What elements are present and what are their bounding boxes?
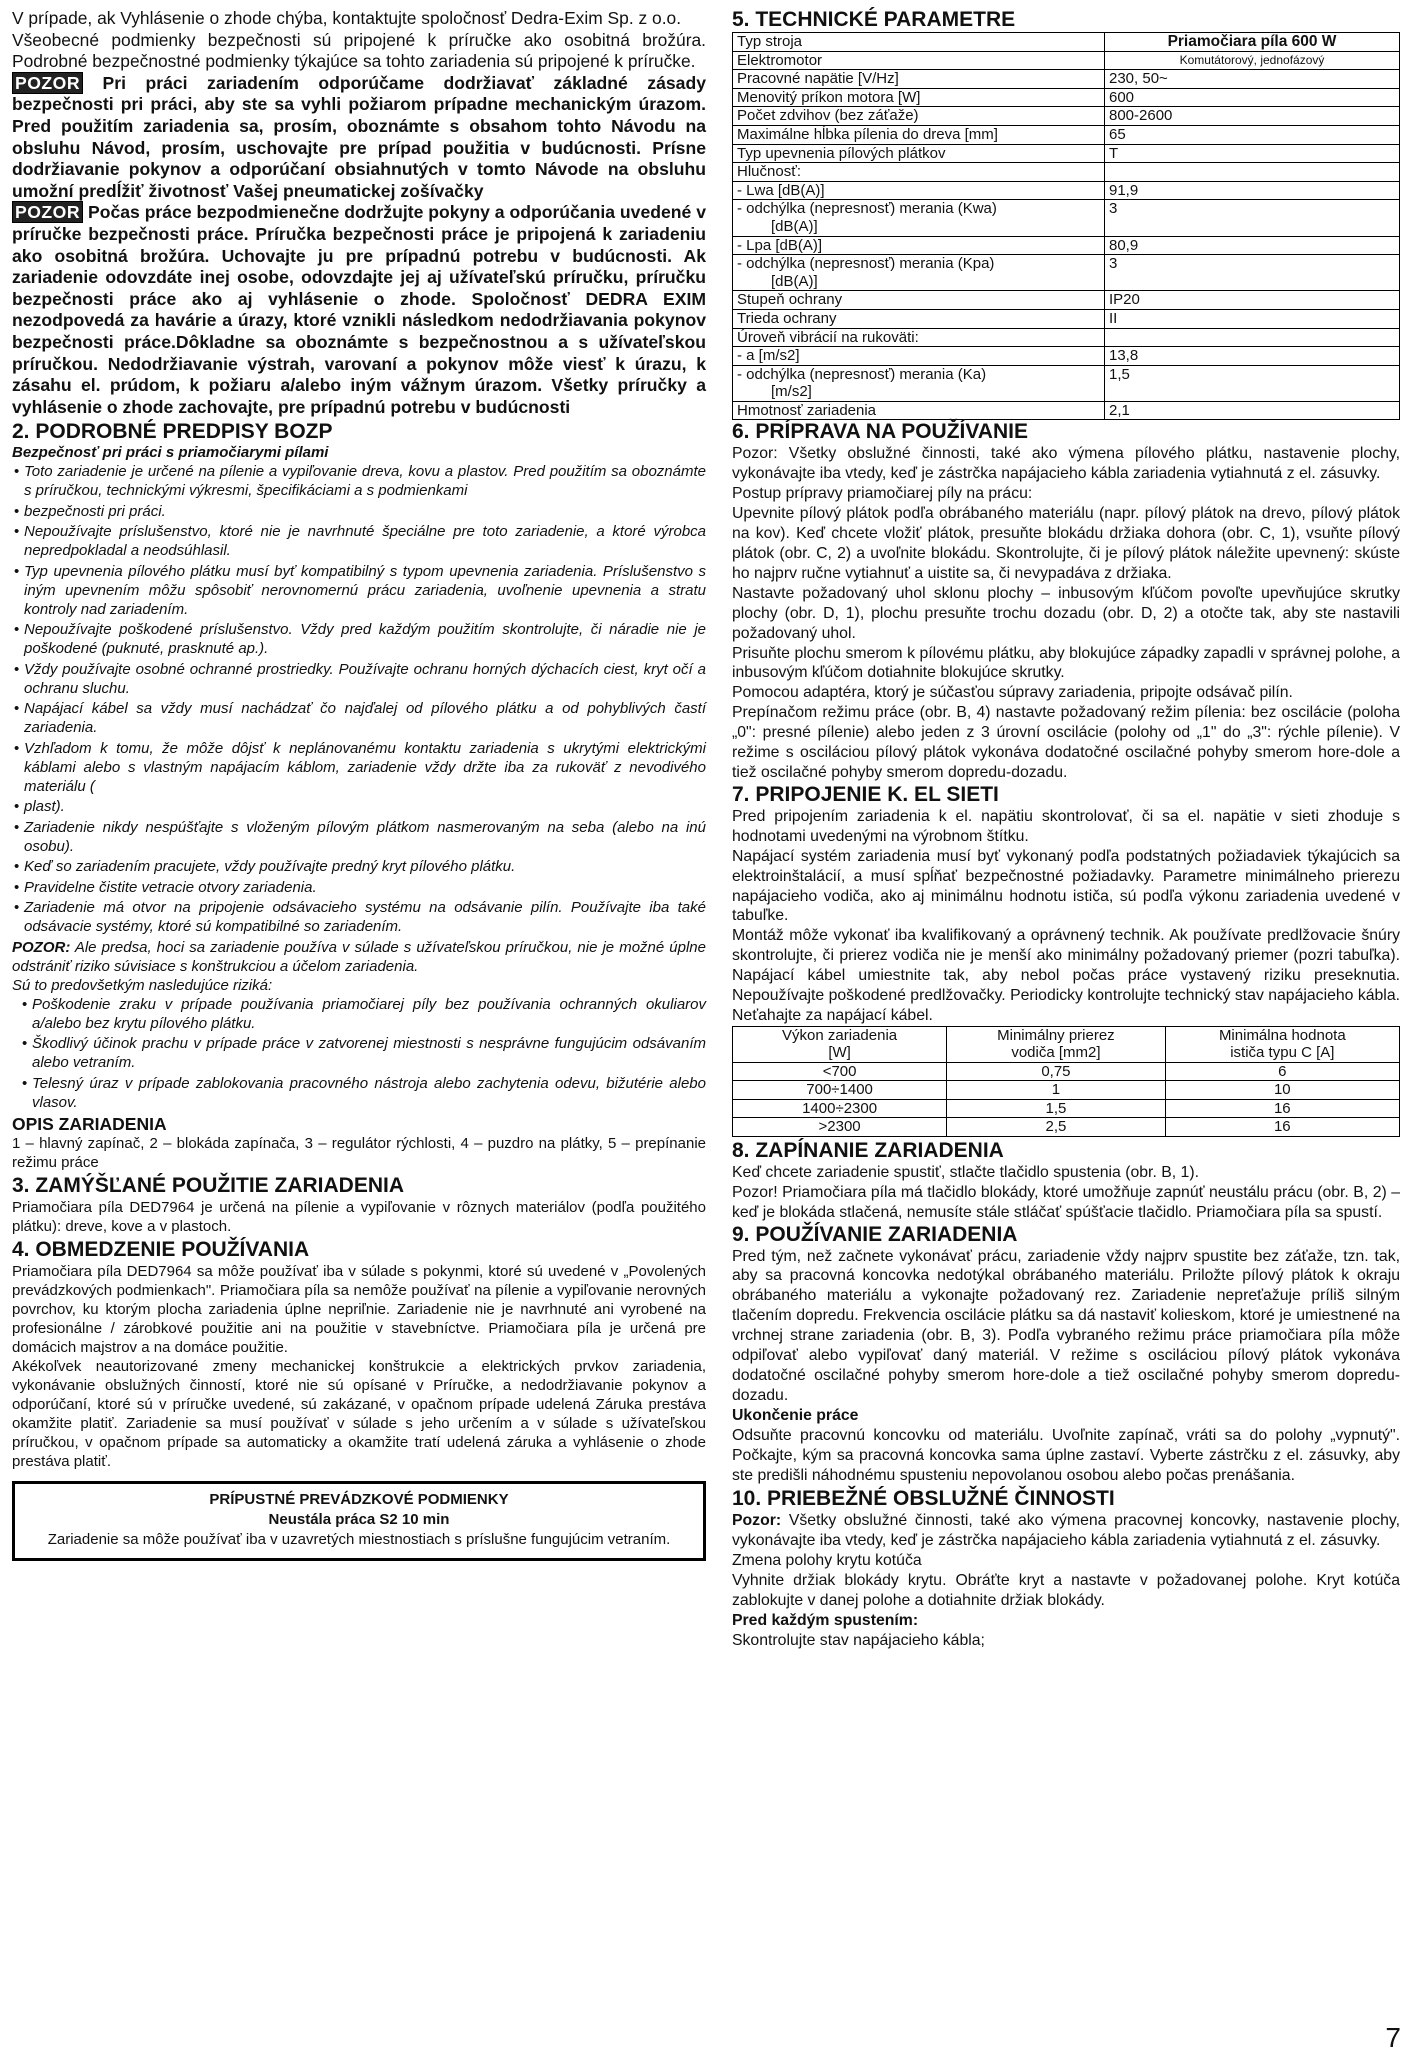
- spec-row: [733, 51, 1400, 70]
- section-10-p2: Zmena polohy krytu kotúča: [732, 1552, 922, 1570]
- section-10-title: 10. PRIEBEŽNÉ OBSLUŽNÉ ČINNOSTI: [732, 1487, 1115, 1511]
- section-8-body: [732, 1163, 1400, 1223]
- spec-label: [733, 33, 1105, 52]
- spec-label-text: - Lpa [dB(A)]: [737, 236, 823, 254]
- spec-label-text: - Lwa [dB(A)]: [737, 181, 825, 199]
- section-6-paragraph: Pomocou adaptéra, ktorý je súčasťou súpravy zariadenia, pripojte odsávač pilín.: [732, 684, 1293, 702]
- spec-value: 13,8: [1105, 347, 1400, 366]
- spec-value: [1105, 163, 1400, 182]
- pozor-badge: POZOR: [12, 72, 83, 94]
- warning-2: [12, 202, 706, 418]
- section-7-title: 7. PRIPOJENIE K. EL SIETI: [732, 782, 999, 806]
- section-8-paragraph: Pozor! Priamočiara píla má tlačidlo blokády, ktoré umožňuje zapnúť neustálu prácu (obr. B, 2) – keď je blokáda stlačená, nemusíte stále stláčať spúšťacie tlačidlo. Priamočiara píla sa spustí.: [732, 1183, 1400, 1221]
- cable-header-line: vodiča [mm2]: [1011, 1044, 1101, 1062]
- section-6-paragraph: Postup prípravy priamočiarej píly na prácu:: [732, 485, 1033, 503]
- spec-label-unit: [m/s2]: [771, 383, 812, 401]
- cable-cell: 1400÷2300: [733, 1099, 947, 1118]
- section-2-subtitle: Bezpečnosť pri práci s priamočiarymi pílami: [12, 444, 329, 462]
- section-9-p1: Pred tým, než začnete vykonávať prácu, zariadenie vždy najprv spustite bez záťaže, tzn. tak, aby sa pracovná koncovka nedotýkal obrábaného materiálu. Priložte pílový plátok k okraju obrábaného materiálu a vykonajte požadovaný rez. Zariadenie nepreťažuje príliš silným tlačením dopredu. Frekvencia oscilácie plátku sa dá nastaviť kolieskom, ktoré je umiestnené na vrchnej strane zariadenia (obr. B, 3). Podľa vybraného režimu práce priamočiara píla môže odpiľovať alebo vypiľovať daný materiál. V režime s osciláciou pílový plátok vykonáva dodatočné oscilačné pohyby smerom hore-dole a tiež oscilačné pohyby smerom dopredu-dozadu.: [732, 1247, 1400, 1404]
- spec-value: 800-2600: [1105, 107, 1400, 126]
- safety-rule-item: • Zariadenie nikdy nespúšťajte s vloženým pílovým plátkom nasmerovaným na seba (alebo na inú osobu).: [12, 818, 706, 856]
- section-4-p2: Akékoľvek neautorizované zmeny mechanickej konštrukcie a elektrických prvkov zariadenia, vykonávanie obslužných činností, ktoré nie sú opísané v Príručke, a nedodržiavanie pokynov a odporúčaní, ktoré sú v príručke uvedené, sú zakázané, v opačnom prípade udelená Záruka prestáva okamžite platiť. Zariadenie sa musí používať v súlade s jeho určením a v súlade s užívateľskou príručkou, v opačnom prípade sa automaticky a okamžite tratí udelená záruka a vyhlásenie o zhode prestáva platiť.: [12, 1357, 706, 1470]
- spec-row: [733, 255, 1400, 291]
- safety-rule-item: • Pravidelne čistite vetracie otvory zariadenia.: [12, 878, 706, 897]
- page-number: 7: [1385, 2022, 1401, 2053]
- opis-text: 1 – hlavný zapínač, 2 – blokáda zapínača, 3 – regulátor rýchlosti, 4 – puzdro na plátky, 5 – prepínanie režimu práce: [12, 1134, 706, 1171]
- section-10-p1: [732, 1511, 1400, 1551]
- spec-row: [733, 401, 1400, 420]
- spec-label: [733, 328, 1105, 347]
- warning-1-text: Pri práci zariadením odporúčame dodržiavať základné zásady bezpečnosti pri práci, aby ste sa vyhli požiarom prípadne mechanickým úrazom. Pred použitím zariadenia sa, prosím, oboznámte s obsahom tohto Návodu na obsluhu Návod, prosím, uschovajte pre prípad použitia v budúcnosti. Prísne dodržiavanie pokynov a odporúčaní obsiahnutých v tomto Návode na obsluhu umožní predĺžiť životnosť Vašej pneumatickej zošívačky: [12, 72, 706, 201]
- section-9-subtitle: Ukončenie práce: [732, 1406, 859, 1424]
- section-6-paragraph: Upevnite pílový plátok podľa obrábaného materiálu (napr. pílový plátok na drevo, pílový plátok na kov). Keď chcete vložiť plátok, presuňte blokádu držiaka dohora (obr. C, 1), vsuňte pílový plátok (obr. C, 2) a uvoľnite blokádu. Skontrolujte, či je pílový plátok náležite upevnený: skúste ho najprv ručne vytiahnuť a uistite sa, či nevypadáva z držiaka.: [732, 505, 1400, 582]
- section-8-paragraph: Keď chcete zariadenie spustiť, stlačte tlačidlo spustenia (obr. B, 1).: [732, 1163, 1199, 1181]
- cable-cell: >2300: [733, 1118, 947, 1137]
- spec-label: [733, 181, 1105, 200]
- cable-cell: 0,75: [947, 1062, 1165, 1081]
- section-3-title: 3. ZAMÝŠĽANÉ POUŽITIE ZARIADENIA: [12, 1173, 405, 1197]
- spec-label-text: Maximálne hĺbka pílenia do dreva [mm]: [737, 125, 998, 143]
- opis-title: OPIS ZARIADENIA: [12, 1113, 167, 1134]
- spec-value: Komutátorový, jednofázový: [1105, 51, 1400, 70]
- spec-label-text: - odchýlka (nepresnosť) merania (Kpa): [737, 255, 995, 273]
- spec-label-text: Menovitý príkon motora [W]: [737, 88, 921, 106]
- spec-label: [733, 125, 1105, 144]
- cable-header-cell: [1165, 1026, 1399, 1062]
- spec-label: [733, 347, 1105, 366]
- spec-label: [733, 365, 1105, 401]
- safety-rule-item: • bezpečnosti pri práci.: [12, 502, 706, 521]
- section-6-paragraph: Pozor: Všetky obslužné činnosti, také ako výmena pílového plátku, nastavenie plochy, vykonávajte iba vtedy, keď je zástrčka napájacieho kábla zariadenia vytiahnutá z el. zásuvky.: [732, 445, 1400, 483]
- cable-cell: 1: [947, 1081, 1165, 1100]
- left-column: [12, 8, 706, 1561]
- section-7-paragraph: Napájací systém zariadenia musí byť vykonaný podľa podstatných požiadaviek týkajúcich sa elektroinštalácií, a musí spĺňať bezpečnostné požiadavky. Parametre minimálneho prierezu napájacieho vodiča, ako aj minimálnu hodnotu ističa, sú podľa výkonu zariadenia uvedené v tabuľke.: [732, 847, 1400, 925]
- spec-value: IP20: [1105, 291, 1400, 310]
- cable-cell: 1,5: [947, 1099, 1165, 1118]
- spec-label-text: Hlučnosť:: [737, 163, 801, 181]
- spec-label: [733, 107, 1105, 126]
- spec-row: [733, 200, 1400, 236]
- warning-1: [12, 73, 706, 203]
- section-10-p4: Skontrolujte stav napájacieho kábla;: [732, 1631, 985, 1649]
- box-text: Zariadenie sa môže používať iba v uzavretých miestnostiach s príslušne fungujúcim vetraním.: [47, 1530, 671, 1548]
- spec-label: [733, 291, 1105, 310]
- pozor-note: [12, 938, 706, 976]
- pozor-note-text: Ale predsa, hoci sa zariadenie používa v súlade s užívateľskou príručkou, nie je možné úplne odstrániť riziko súvisiace s konštrukciou a účelom zariadenia.: [12, 938, 706, 975]
- spec-label-text: - odchýlka (nepresnosť) merania (Kwa): [737, 200, 997, 218]
- pozor-note-label: POZOR:: [12, 938, 71, 956]
- section-2-title: 2. PODROBNÉ PREDPISY BOZP: [12, 420, 333, 444]
- spec-row: [733, 163, 1400, 182]
- spec-value: [1105, 328, 1400, 347]
- spec-value: 3: [1105, 200, 1400, 236]
- spec-value: 1,5: [1105, 365, 1400, 401]
- section-9-p2: Odsuňte pracovnú koncovku od materiálu. Uvoľnite zapínač, vráti sa do polohy „vypnutý". Počkajte, kým sa pracovná koncovka sama úplne zastaví. Vyberte zástrčku z el. zásuvky, aby ste predišli náhodnému spusteniu nepovolanou osobou alebo počas prenášania.: [732, 1426, 1400, 1484]
- risk-item: • Poškodenie zraku v prípade používania priamočiarej píly bez používania ochranných okuliarov a/alebo bez krytu pílového plátku.: [20, 995, 706, 1033]
- spec-row: [733, 88, 1400, 107]
- spec-row: [733, 33, 1400, 52]
- spec-label: [733, 144, 1105, 163]
- cable-cell: 700÷1400: [733, 1081, 947, 1100]
- section-7-paragraph: Pred pripojením zariadenia k el. napätiu skontrolovať, či sa el. napätie v sieti zhoduje s hodnotami uvedenými na výrobnom štítku.: [732, 807, 1400, 845]
- spec-label-text: Stupeň ochrany: [737, 291, 843, 309]
- intro-contact: V prípade, ak Vyhlásenie o zhode chýba, kontaktujte spoločnosť Dedra-Exim Sp. z o.o.: [12, 8, 682, 28]
- spec-label-text: Elektromotor: [737, 51, 823, 69]
- section-3-text: Priamočiara píla DED7964 je určená na pílenie a vypiľovanie v rôznych materiálov (podľa použitého plátku): dreve, kove a v plastoch.: [12, 1198, 706, 1235]
- box-title: PRÍPUSTNÉ PREVÁDZKOVÉ PODMIENKY: [209, 1490, 509, 1508]
- spec-label-text: - a [m/s2]: [737, 347, 800, 365]
- spec-value: 3: [1105, 255, 1400, 291]
- spec-value: 600: [1105, 88, 1400, 107]
- spec-row: [733, 107, 1400, 126]
- warning-2-text: Počas práce bezpodmienečne dodržujte pokyny a odporúčania uvedené v príručke bezpečnosti práce. Príručka bezpečnosti práce je pripojená k zariadeniu ako osobitná brožúra. Uchovajte ju pre prípadnú potrebu v budúcnosti. Ak zariadenie odovzdáte inej osobe, odovzdajte jej aj užívateľskú príručku, príručku bezpečnosti práce ako aj vyhlásenie o zhode. Spoločnosť DEDRA EXIM nezodpovedá za havárie a úrazy, ktoré vznikli následkom nedodržiavania pokynov bezpečnosti práce.Dôkladne sa oboznámte s bezpečnostnou a s užívateľskou príručkou. Nedodržiavanie výstrah, varovaní a pokynov môže viesť k úrazu, k zásahu el. prúdom, k požiaru a/alebo iným vážnym úrazom. Všetky príručky a vyhlásenie o zhode zachovajte, pre prípadnú potrebu v budúcnosti: [12, 202, 706, 417]
- cable-header-line: Minimálny prierez: [997, 1026, 1115, 1044]
- cable-cell: 16: [1165, 1118, 1399, 1137]
- section-6-paragraph: Prisuňte plochu smerom k pílovému plátku, aby blokujúce západky zapadli v správnej polohe, a inbusovým kľúčom dotiahnite blokujúce skrutky.: [732, 644, 1400, 682]
- safety-rule-item: • Napájací kábel sa vždy musí nachádzať čo najďalej od pílového plátku a od pohyblivých častí zariadenia.: [12, 699, 706, 737]
- spec-value: 65: [1105, 125, 1400, 144]
- cable-row: [733, 1099, 1400, 1118]
- safety-rule-item: • Nepoužívajte príslušenstvo, ktoré nie je navrhnuté špeciálne pre toto zariadenie, a ktoré výrobca nepredpokladal a neodsúhlasil.: [12, 522, 706, 560]
- spec-label: [733, 70, 1105, 89]
- section-10-pozor: Pozor:: [732, 1512, 782, 1530]
- spec-row: [733, 365, 1400, 401]
- cable-row: [733, 1062, 1400, 1081]
- cable-header-cell: [733, 1026, 947, 1062]
- cable-cell: 2,5: [947, 1118, 1165, 1137]
- section-7-body: [732, 807, 1400, 1026]
- spec-row: [733, 144, 1400, 163]
- spec-label-text: Typ upevnenia pílových plátkov: [737, 144, 946, 162]
- cable-header-line: ističa typu C [A]: [1230, 1044, 1335, 1062]
- cable-cell: <700: [733, 1062, 947, 1081]
- spec-row: [733, 291, 1400, 310]
- section-8-title: 8. ZAPÍNANIE ZARIADENIA: [732, 1138, 1004, 1162]
- spec-row: [733, 70, 1400, 89]
- risks-intro: Sú to predovšetkým nasledujúce riziká:: [12, 976, 273, 994]
- cable-cell: 10: [1165, 1081, 1399, 1100]
- spec-value: T: [1105, 144, 1400, 163]
- section-6-paragraph: Nastavte požadovaný uhol sklonu plochy – inbusovým kľúčom povoľte upevňujúce skrutky plochy (obr. D, 1), plochu presuňte trochu dozadu (obr. D, 2) a otočte tak, aby ste nastavili požadovaný uhol.: [732, 584, 1400, 642]
- spec-label-text: Trieda ochrany: [737, 309, 837, 327]
- spec-label: [733, 163, 1105, 182]
- spec-label-text: - odchýlka (nepresnosť) merania (Ka): [737, 365, 987, 383]
- spec-value: II: [1105, 309, 1400, 328]
- section-6-title: 6. PRÍPRAVA NA POUŽÍVANIE: [732, 420, 1028, 444]
- spec-row: [733, 236, 1400, 255]
- spec-label-unit: [dB(A)]: [771, 272, 818, 290]
- spec-label-text: Úroveň vibrácií na rukoväti:: [737, 328, 919, 346]
- section-10-p3: Vyhnite držiak blokády krytu. Obráťte kryt a nastavte v požadovanej polohe. Kryt kotúča zablokujte v danej polohe a dotiahnite držiak blokády.: [732, 1572, 1400, 1610]
- intro-conditions: Všeobecné podmienky bezpečnosti sú pripojené k príručke ako osobitná brožúra. Podrobné bezpečnostné podmienky týkajúce sa tohto zariadenia sú pripojené k príručke.: [12, 29, 706, 72]
- cable-header-line: Výkon zariadenia: [782, 1026, 898, 1044]
- safety-rule-item: • Vzhľadom k tomu, že môže dôjsť k neplánovanému kontaktu zariadenia s ukrytými elektrickými káblami alebo s vlastným napájacím káblom, zariadenie vždy držte iba za rukoväť z nevodivého materiálu (: [12, 739, 706, 796]
- spec-label: [733, 88, 1105, 107]
- cable-row: [733, 1118, 1400, 1137]
- safety-rule-item: • plast).: [12, 797, 706, 816]
- section-6-paragraph: Prepínačom režimu práce (obr. B, 4) nastavte požadovaný režim pílenia: bez oscilácie (poloha „0": presné pílenie) alebo jeden z 3 úrovní oscilácie (polohy od „1" do „3": rýchle pílenie). V režime s osciláciou pílový plátok vykonáva dodatočné oscilačné pohyby smerom hore-dole a tiež oscilačné pohyby smerom dopredu-dozadu.: [732, 704, 1400, 781]
- section-5-title: 5. TECHNICKÉ PARAMETRE: [732, 8, 1016, 31]
- section-4-title: 4. OBMEDZENIE POUŽÍVANIA: [12, 1237, 310, 1261]
- spec-label: [733, 236, 1105, 255]
- operating-conditions-box: [12, 1481, 706, 1561]
- safety-rule-item: • Keď so zariadením pracujete, vždy používajte predný kryt pílového plátku.: [12, 857, 706, 876]
- spec-label: [733, 309, 1105, 328]
- section-9-title: 9. POUŽÍVANIE ZARIADENIA: [732, 1222, 1018, 1246]
- section-10-subtitle: Pred každým spustením:: [732, 1611, 919, 1629]
- spec-value: 2,1: [1105, 401, 1400, 420]
- spec-label-text: Pracovné napätie [V/Hz]: [737, 70, 899, 88]
- safety-rule-item: • Toto zariadenie je určené na pílenie a vypiľovanie dreva, kovu a plastov. Pred použitím sa oboznámte s príručkou, technickými výkresmi, špecifikáciami a s podmienkami: [12, 462, 706, 500]
- spec-label: [733, 51, 1105, 70]
- technical-parameters-table: [732, 32, 1400, 420]
- safety-rule-item: • Typ upevnenia pílového plátku musí byť kompatibilný s typom upevnenia zariadenia. Príslušenstvo s iným upevnením môžu spôsobiť nerovnomernú prácu zariadenia, uvoľnenie upevnenia a stratu kontroly nad zariadením.: [12, 562, 706, 619]
- spec-value: 230, 50~: [1105, 70, 1400, 89]
- right-column: [732, 8, 1400, 1651]
- cable-header-cell: [947, 1026, 1165, 1062]
- box-line2: Neustála práca S2 10 min: [268, 1510, 450, 1528]
- spec-label-text: Hmotnosť zariadenia: [737, 401, 877, 419]
- spec-value: Priamočiara píla 600 W: [1105, 33, 1400, 52]
- pozor-badge: POZOR: [12, 201, 83, 223]
- cable-header-line: [W]: [828, 1044, 851, 1062]
- risk-item: • Telesný úraz v prípade zablokovania pracovného nástroja alebo zachytenia odevu, bižutérie alebo vlasov.: [20, 1074, 706, 1112]
- section-4-p1: Priamočiara píla DED7964 sa môže používať iba v súlade s pokynmi, ktoré sú uvedené v „Povolených prevádzkových podmienkach". Priamočiara píla sa nemôže používať na pílenie a vypiľovanie nerovných povrchov, ku ktorým plocha zariadenia úplne nepriľnie. Zariadenie nie je navrhnuté ani vyrobené na profesionálne / zárobkové použitie ani na použitie v stavebníctve. Priamočiara píla je určená pre domácich majstrov a na domáce použitie.: [12, 1262, 706, 1356]
- section-10-p1-text: Všetky obslužné činnosti, také ako výmena pracovnej koncovky, nastavenie plochy, vykonávajte iba vtedy, keď je zástrčka napájacieho kábla zariadenia vytiahnutá z el. zásuvky.: [732, 1512, 1401, 1550]
- section-6-body: [732, 444, 1400, 782]
- spec-row: [733, 181, 1400, 200]
- spec-label-text: Typ stroja: [737, 33, 803, 50]
- safety-rule-item: • Zariadenie má otvor na pripojenie odsávacieho systému na odsávanie pilín. Používajte iba také odsávacie systémy, ktoré sú kompatibilné so zariadením.: [12, 898, 706, 936]
- spec-row: [733, 328, 1400, 347]
- spec-label: [733, 401, 1105, 420]
- cable-table: [732, 1026, 1400, 1137]
- spec-value: 91,9: [1105, 181, 1400, 200]
- cable-cell: 16: [1165, 1099, 1399, 1118]
- spec-value: 80,9: [1105, 236, 1400, 255]
- safety-rule-item: • Vždy používajte osobné ochranné prostriedky. Používajte ochranu horných dýchacích ciest, kryt očí a ochranu sluchu.: [12, 660, 706, 698]
- risks-list: [12, 995, 706, 1112]
- spec-label-text: Počet zdvihov (bez záťaže): [737, 107, 919, 125]
- spec-label: [733, 200, 1105, 236]
- section-7-paragraph: Montáž môže vykonať iba kvalifikovaný a oprávnený technik. Ak používate predlžovacie šnúry skontrolujte, či prierez vodiča nie je menší ako minimálny požadovaný priemer (pozri tabuľka). Napájací kábel umiestnite tak, aby nebol počas práce vystavený riziku preseknutia. Nepoužívajte poškodené predlžovačky. Periodicky kontrolujte technický stav napájacieho kábla. Neťahajte za napájací kábel.: [732, 927, 1400, 1024]
- spec-label-unit: [dB(A)]: [771, 217, 818, 235]
- safety-rules-list: [12, 462, 706, 936]
- spec-label: [733, 255, 1105, 291]
- cable-row: [733, 1081, 1400, 1100]
- spec-row: [733, 309, 1400, 328]
- cable-cell: 6: [1165, 1062, 1399, 1081]
- spec-row: [733, 347, 1400, 366]
- cable-header-line: Minimálna hodnota: [1218, 1026, 1346, 1044]
- safety-rule-item: • Nepoužívajte poškodené príslušenstvo. Vždy pred každým použitím skontrolujte, či náradie nie je poškodené (puknuté, prasknuté ap.).: [12, 620, 706, 658]
- spec-row: [733, 125, 1400, 144]
- risk-item: • Škodlivý účinok prachu v prípade práce v zatvorenej miestnosti s nesprávne fungujúcim odsávaním alebo vetraním.: [20, 1034, 706, 1072]
